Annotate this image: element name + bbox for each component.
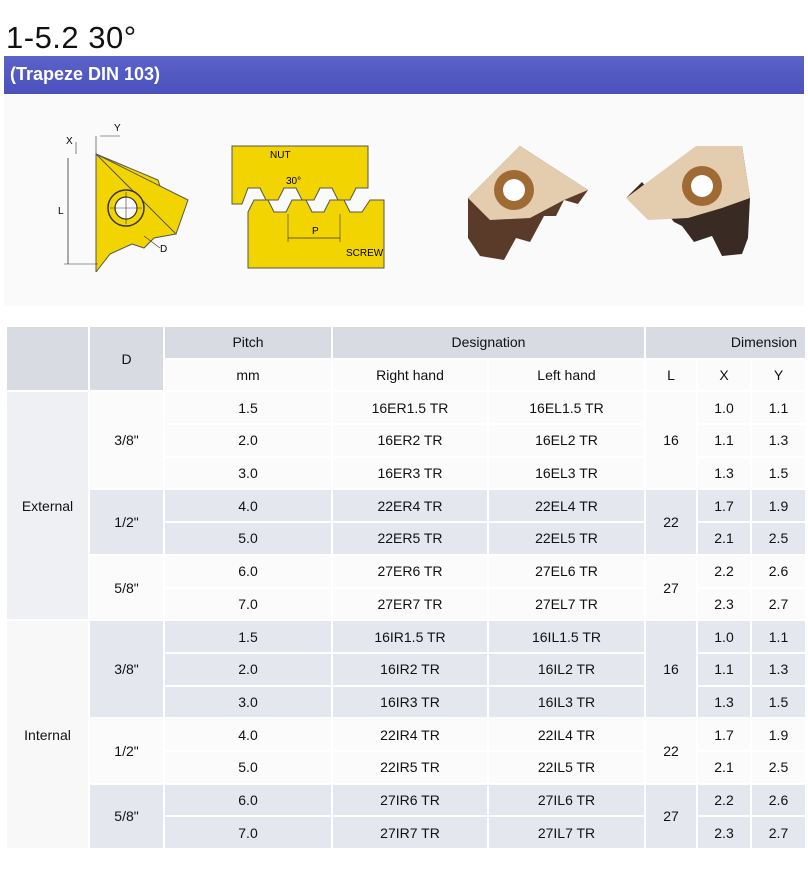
x-cell: 2.2 <box>697 784 751 817</box>
x-cell: 1.1 <box>697 424 751 457</box>
y-cell: 1.5 <box>751 686 806 719</box>
left-hand-cell: 16IL2 TR <box>488 653 645 686</box>
figures-area <box>4 94 804 306</box>
pitch-label: P <box>312 226 319 237</box>
right-hand-cell: 16ER3 TR <box>332 457 488 490</box>
left-hand-cell: 16IL1.5 TR <box>488 620 645 653</box>
header-l: L <box>645 359 697 392</box>
right-hand-cell: 22ER5 TR <box>332 522 488 555</box>
x-cell: 2.1 <box>697 751 751 784</box>
right-hand-cell: 16IR1.5 TR <box>332 620 488 653</box>
angle-label: 30° <box>286 176 302 187</box>
table-row <box>6 718 806 751</box>
header-pitch: Pitch <box>164 326 332 359</box>
left-hand-cell: 22IL5 TR <box>488 751 645 784</box>
insert-photo-left <box>618 138 758 268</box>
dim-label-x: X <box>66 136 73 147</box>
left-hand-cell: 16EL2 TR <box>488 424 645 457</box>
x-cell: 1.0 <box>697 391 751 424</box>
dim-label-d: D <box>160 244 168 255</box>
y-cell: 2.5 <box>751 522 806 555</box>
l-cell: 16 <box>645 620 697 718</box>
table-row <box>6 555 806 588</box>
pitch-cell: 5.0 <box>164 522 332 555</box>
right-hand-cell: 27IR7 TR <box>332 816 488 849</box>
size-d: 1/2" <box>89 489 164 554</box>
x-cell: 1.7 <box>697 489 751 522</box>
y-cell: 1.9 <box>751 718 806 751</box>
pitch-cell: 6.0 <box>164 555 332 588</box>
nut-label: NUT <box>270 150 291 161</box>
y-cell: 1.5 <box>751 457 806 490</box>
screw-label: SCREW <box>346 248 384 259</box>
x-cell: 2.3 <box>697 588 751 621</box>
x-cell: 1.3 <box>697 686 751 719</box>
x-cell: 1.3 <box>697 457 751 490</box>
x-cell: 1.1 <box>697 653 751 686</box>
y-cell: 1.9 <box>751 489 806 522</box>
left-hand-cell: 27EL7 TR <box>488 588 645 621</box>
y-cell: 1.3 <box>751 424 806 457</box>
y-cell: 1.1 <box>751 391 806 424</box>
spec-table <box>5 325 807 850</box>
pitch-cell: 2.0 <box>164 424 332 457</box>
pitch-cell: 1.5 <box>164 391 332 424</box>
insert-photo-right <box>460 138 600 268</box>
y-cell: 1.1 <box>751 620 806 653</box>
page-title: 1-5.2 30° <box>6 20 137 55</box>
y-cell: 2.6 <box>751 784 806 817</box>
header-dimension: Dimension <box>645 326 806 359</box>
x-cell: 2.1 <box>697 522 751 555</box>
group-label: Internal <box>6 620 89 849</box>
y-cell: 2.7 <box>751 588 806 621</box>
l-cell: 27 <box>645 784 697 849</box>
pitch-cell: 7.0 <box>164 816 332 849</box>
x-cell: 1.7 <box>697 718 751 751</box>
x-cell: 1.0 <box>697 620 751 653</box>
right-hand-cell: 16ER2 TR <box>332 424 488 457</box>
left-hand-cell: 27IL6 TR <box>488 784 645 817</box>
pitch-cell: 7.0 <box>164 588 332 621</box>
left-hand-cell: 27IL7 TR <box>488 816 645 849</box>
y-cell: 2.7 <box>751 816 806 849</box>
thread-profile-drawing <box>228 144 388 274</box>
pitch-cell: 4.0 <box>164 489 332 522</box>
header-mm: mm <box>164 359 332 392</box>
y-cell: 1.3 <box>751 653 806 686</box>
right-hand-cell: 27IR6 TR <box>332 784 488 817</box>
right-hand-cell: 22ER4 TR <box>332 489 488 522</box>
pitch-cell: 3.0 <box>164 457 332 490</box>
size-d: 5/8" <box>89 784 164 849</box>
section-subtitle: (Trapeze DIN 103) <box>10 64 161 84</box>
l-cell: 22 <box>645 489 697 554</box>
dim-label-y: Y <box>114 123 121 134</box>
insert-dimension-drawing <box>48 122 208 272</box>
header-designation: Designation <box>332 326 645 359</box>
right-hand-cell: 27ER6 TR <box>332 555 488 588</box>
header-d: D <box>89 326 164 391</box>
table-row <box>6 489 806 522</box>
right-hand-cell: 16ER1.5 TR <box>332 391 488 424</box>
left-hand-cell: 22IL4 TR <box>488 718 645 751</box>
header-y: Y <box>751 359 806 392</box>
header-x: X <box>697 359 751 392</box>
pitch-cell: 6.0 <box>164 784 332 817</box>
x-cell: 2.3 <box>697 816 751 849</box>
section-band <box>4 56 804 94</box>
l-cell: 22 <box>645 718 697 783</box>
size-d: 1/2" <box>89 718 164 783</box>
left-hand-cell: 27EL6 TR <box>488 555 645 588</box>
header-left-hand: Left hand <box>488 359 645 392</box>
l-cell: 27 <box>645 555 697 620</box>
size-d: 3/8" <box>89 620 164 718</box>
l-cell: 16 <box>645 391 697 489</box>
pitch-cell: 3.0 <box>164 686 332 719</box>
left-hand-cell: 16EL1.5 TR <box>488 391 645 424</box>
table-row <box>6 784 806 817</box>
pitch-cell: 4.0 <box>164 718 332 751</box>
left-hand-cell: 22EL4 TR <box>488 489 645 522</box>
left-hand-cell: 22EL5 TR <box>488 522 645 555</box>
table-row <box>6 620 806 653</box>
right-hand-cell: 27ER7 TR <box>332 588 488 621</box>
right-hand-cell: 16IR3 TR <box>332 686 488 719</box>
size-d: 3/8" <box>89 391 164 489</box>
pitch-cell: 1.5 <box>164 620 332 653</box>
header-right-hand: Right hand <box>332 359 488 392</box>
size-d: 5/8" <box>89 555 164 620</box>
pitch-cell: 5.0 <box>164 751 332 784</box>
left-hand-cell: 16IL3 TR <box>488 686 645 719</box>
left-hand-cell: 16EL3 TR <box>488 457 645 490</box>
x-cell: 2.2 <box>697 555 751 588</box>
right-hand-cell: 16IR2 TR <box>332 653 488 686</box>
table-row <box>6 391 806 424</box>
pitch-cell: 2.0 <box>164 653 332 686</box>
y-cell: 2.5 <box>751 751 806 784</box>
y-cell: 2.6 <box>751 555 806 588</box>
right-hand-cell: 22IR4 TR <box>332 718 488 751</box>
dim-label-l: L <box>58 206 64 217</box>
right-hand-cell: 22IR5 TR <box>332 751 488 784</box>
group-label: External <box>6 391 89 620</box>
